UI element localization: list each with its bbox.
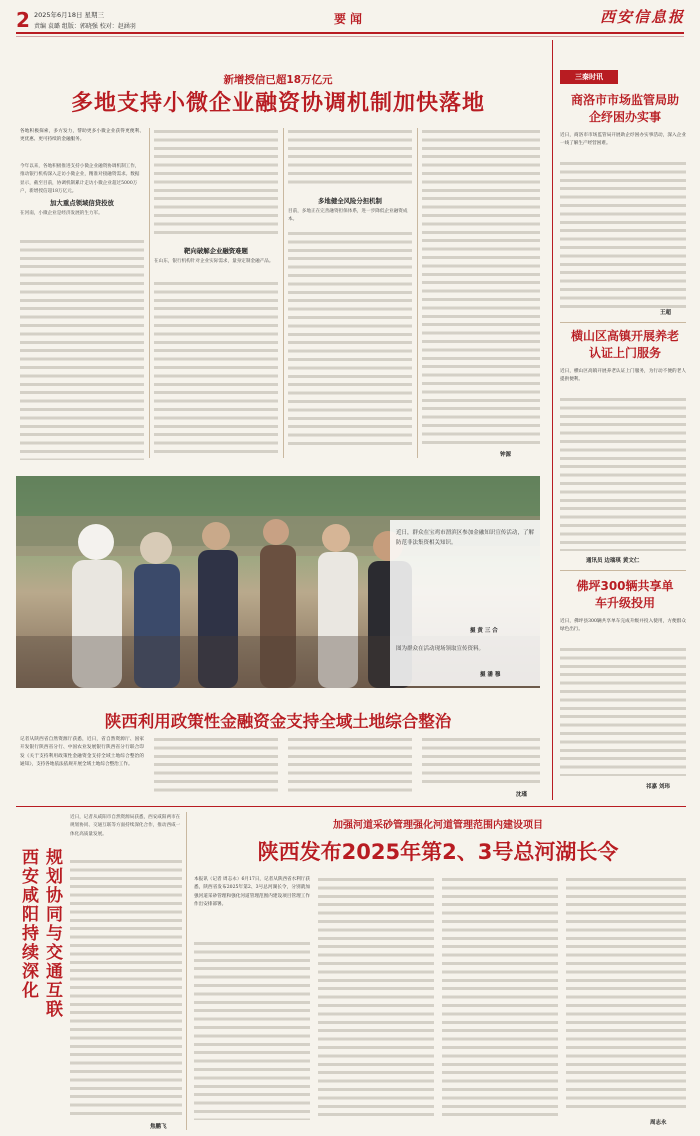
article4-col3-text xyxy=(442,876,558,1120)
article4-col2-text xyxy=(318,876,434,1120)
article4-kicker: 加强河道采砂管理强化河道管理范围内建设项目 xyxy=(333,820,543,831)
article3-body: 近日，记者从咸阳市自然资源局获悉，西安咸阳两市在规划协同、交通互联等方面持续深化合作，推动西咸一体化高质量发展。 xyxy=(70,815,181,837)
article1-subhead-1: 加大重点领域信贷投放 xyxy=(50,199,114,207)
photo-caption: 近日，群众在宝鸡市渭滨区参加金融知识宣传活动，了解防范非法集资相关知识。 xyxy=(396,530,534,546)
header-divider-thin xyxy=(16,36,684,37)
article1-col2-text-b xyxy=(154,280,278,458)
sidebar-column-label: 三秦时讯 xyxy=(560,70,618,84)
article1-sub1-body: 在河南，小微企业是经济发展的生力军。 xyxy=(20,211,103,216)
article1-subhead-3: 多地健全风险分担机制 xyxy=(318,197,382,205)
article1-kicker: 新增授信已超18万亿元 xyxy=(223,74,333,86)
sidebar-story3-body: 近日，佛坪县300辆共享单车完成升级并投入使用，方便群众绿色出行。 xyxy=(560,619,686,633)
article3-title-2: 西安咸阳持续深化 xyxy=(18,848,38,1000)
staff-credits: 责编 袁璐 组版：郭晓强 校对：赵涵羽 xyxy=(34,23,136,30)
article2-body: 记者从陕西省自然资源厅获悉，近日，省自然资源厅、国家开发银行陕西省分行、中国农业发展银行陕西省分行联合印发《关于支持利用政策性金融资金支持全域土地综合整治的通知》，支持各地依法依规开展全域土地综合整治工作。 xyxy=(20,737,144,768)
article3-byline: 焦鹏飞 xyxy=(150,1124,167,1130)
column-rule xyxy=(149,128,150,458)
masthead-logo: 西安信息报 xyxy=(599,8,685,26)
article3-title-1: 规划协同与交通互联 xyxy=(42,848,62,1019)
article1-col3-text-b xyxy=(288,230,412,445)
sidebar-story2-title: 横山区高镇开展养老认证上门服务 xyxy=(570,329,679,360)
article3-text xyxy=(70,858,182,1120)
article2-headline: 陕西利用政策性金融资金支持全域土地综合整治 xyxy=(104,712,452,731)
sidebar-divider xyxy=(560,322,686,323)
sidebar-story3-byline: 祁嘉 刘玮 xyxy=(646,784,670,790)
photo-photographer-2: 摄 潘 穆 xyxy=(480,672,501,678)
article2-col3-text xyxy=(288,736,412,796)
sidebar-divider xyxy=(560,570,686,571)
column-rule xyxy=(283,128,284,458)
article4-headline: 陕西发布2025年第2、3号总河湖长令 xyxy=(257,840,619,864)
sidebar-story1-title: 商洛市市场监管局助企纾困办实事 xyxy=(570,93,679,124)
article1-byline: 钟源 xyxy=(500,452,512,458)
article1-subhead-2: 靶向破解企业融资难题 xyxy=(184,247,248,255)
sidebar-story2-body: 近日，横山区高镇开展养老认证上门服务，为行动不便的老人提供便利。 xyxy=(560,369,686,383)
article2-byline: 沈瑾 xyxy=(516,792,528,798)
article1-body: 今年以来，各地积极推进支持小微企业融资协调机制工作，推动银行机构深入走访小微企业，精准对接融资需求。数据显示，截至目前，协调机制累计走访小微企业超过5000万户，新增授信超18万亿元。 xyxy=(20,164,140,195)
article1-col3-text xyxy=(288,128,412,188)
article1-col4-text xyxy=(422,128,540,448)
article1-headline: 多地支持小微企业融资协调机制加快落地 xyxy=(70,91,485,116)
page-number: 2 xyxy=(16,8,30,32)
photo-caption-2: 图为群众在活动现场领取宣传资料。 xyxy=(396,646,485,652)
sidebar-story3-title: 佛坪300辆共享单车升级投用 xyxy=(576,579,674,610)
article4-col1-text xyxy=(194,940,310,1120)
article4-byline: 周志永 xyxy=(650,1120,667,1126)
article1-sub3-body: 目前，多地正在完善融资担保体系，进一步降低企业融资成本。 xyxy=(288,209,408,223)
sidebar-story2-byline: 通讯员 边瑞琪 黄文仁 xyxy=(586,558,640,564)
issue-date: 2025年6月18日 星期三 xyxy=(34,11,105,19)
article1-lead: 各地积极探索，多方发力，帮助更多小微企业获得更便利、更优惠、更可持续的金融服务。 xyxy=(20,129,144,143)
article2-col2-text xyxy=(154,736,278,796)
header-divider xyxy=(16,32,684,34)
article4-col4-text xyxy=(566,876,686,1112)
sidebar-story1-byline: 王超 xyxy=(660,310,672,316)
sidebar-story3-text xyxy=(560,646,686,776)
photo-photographer: 摄 黄 三 合 xyxy=(470,628,498,634)
article1-col2-text xyxy=(154,128,278,238)
sidebar-story1-body: 近日，商洛市市场监管局开展助企纾困办实事活动，深入企业一线了解生产经营困难。 xyxy=(560,133,686,147)
sidebar-story1-text xyxy=(560,160,686,310)
article4-body: 本报讯（记者 周志永）6月17日，记者从陕西省水利厅获悉，陕西省发布2025年第2、3号总河湖长令，分别就加强河道采砂管理和强化河道管理范围内建设项目管理工作作出安排部署。 xyxy=(194,877,310,908)
article1-col1-text xyxy=(20,238,144,460)
column-rule xyxy=(417,128,418,458)
column-rule xyxy=(186,812,187,1130)
sidebar-rule xyxy=(552,40,553,800)
section-divider xyxy=(16,806,686,807)
article1-sub2-body: 在山东，银行机构针对企业实际需求，量身定制金融产品。 xyxy=(154,259,274,264)
section-title: 要闻 xyxy=(333,12,366,26)
sidebar-story2-text xyxy=(560,396,686,551)
article2-col4-text xyxy=(422,736,540,788)
